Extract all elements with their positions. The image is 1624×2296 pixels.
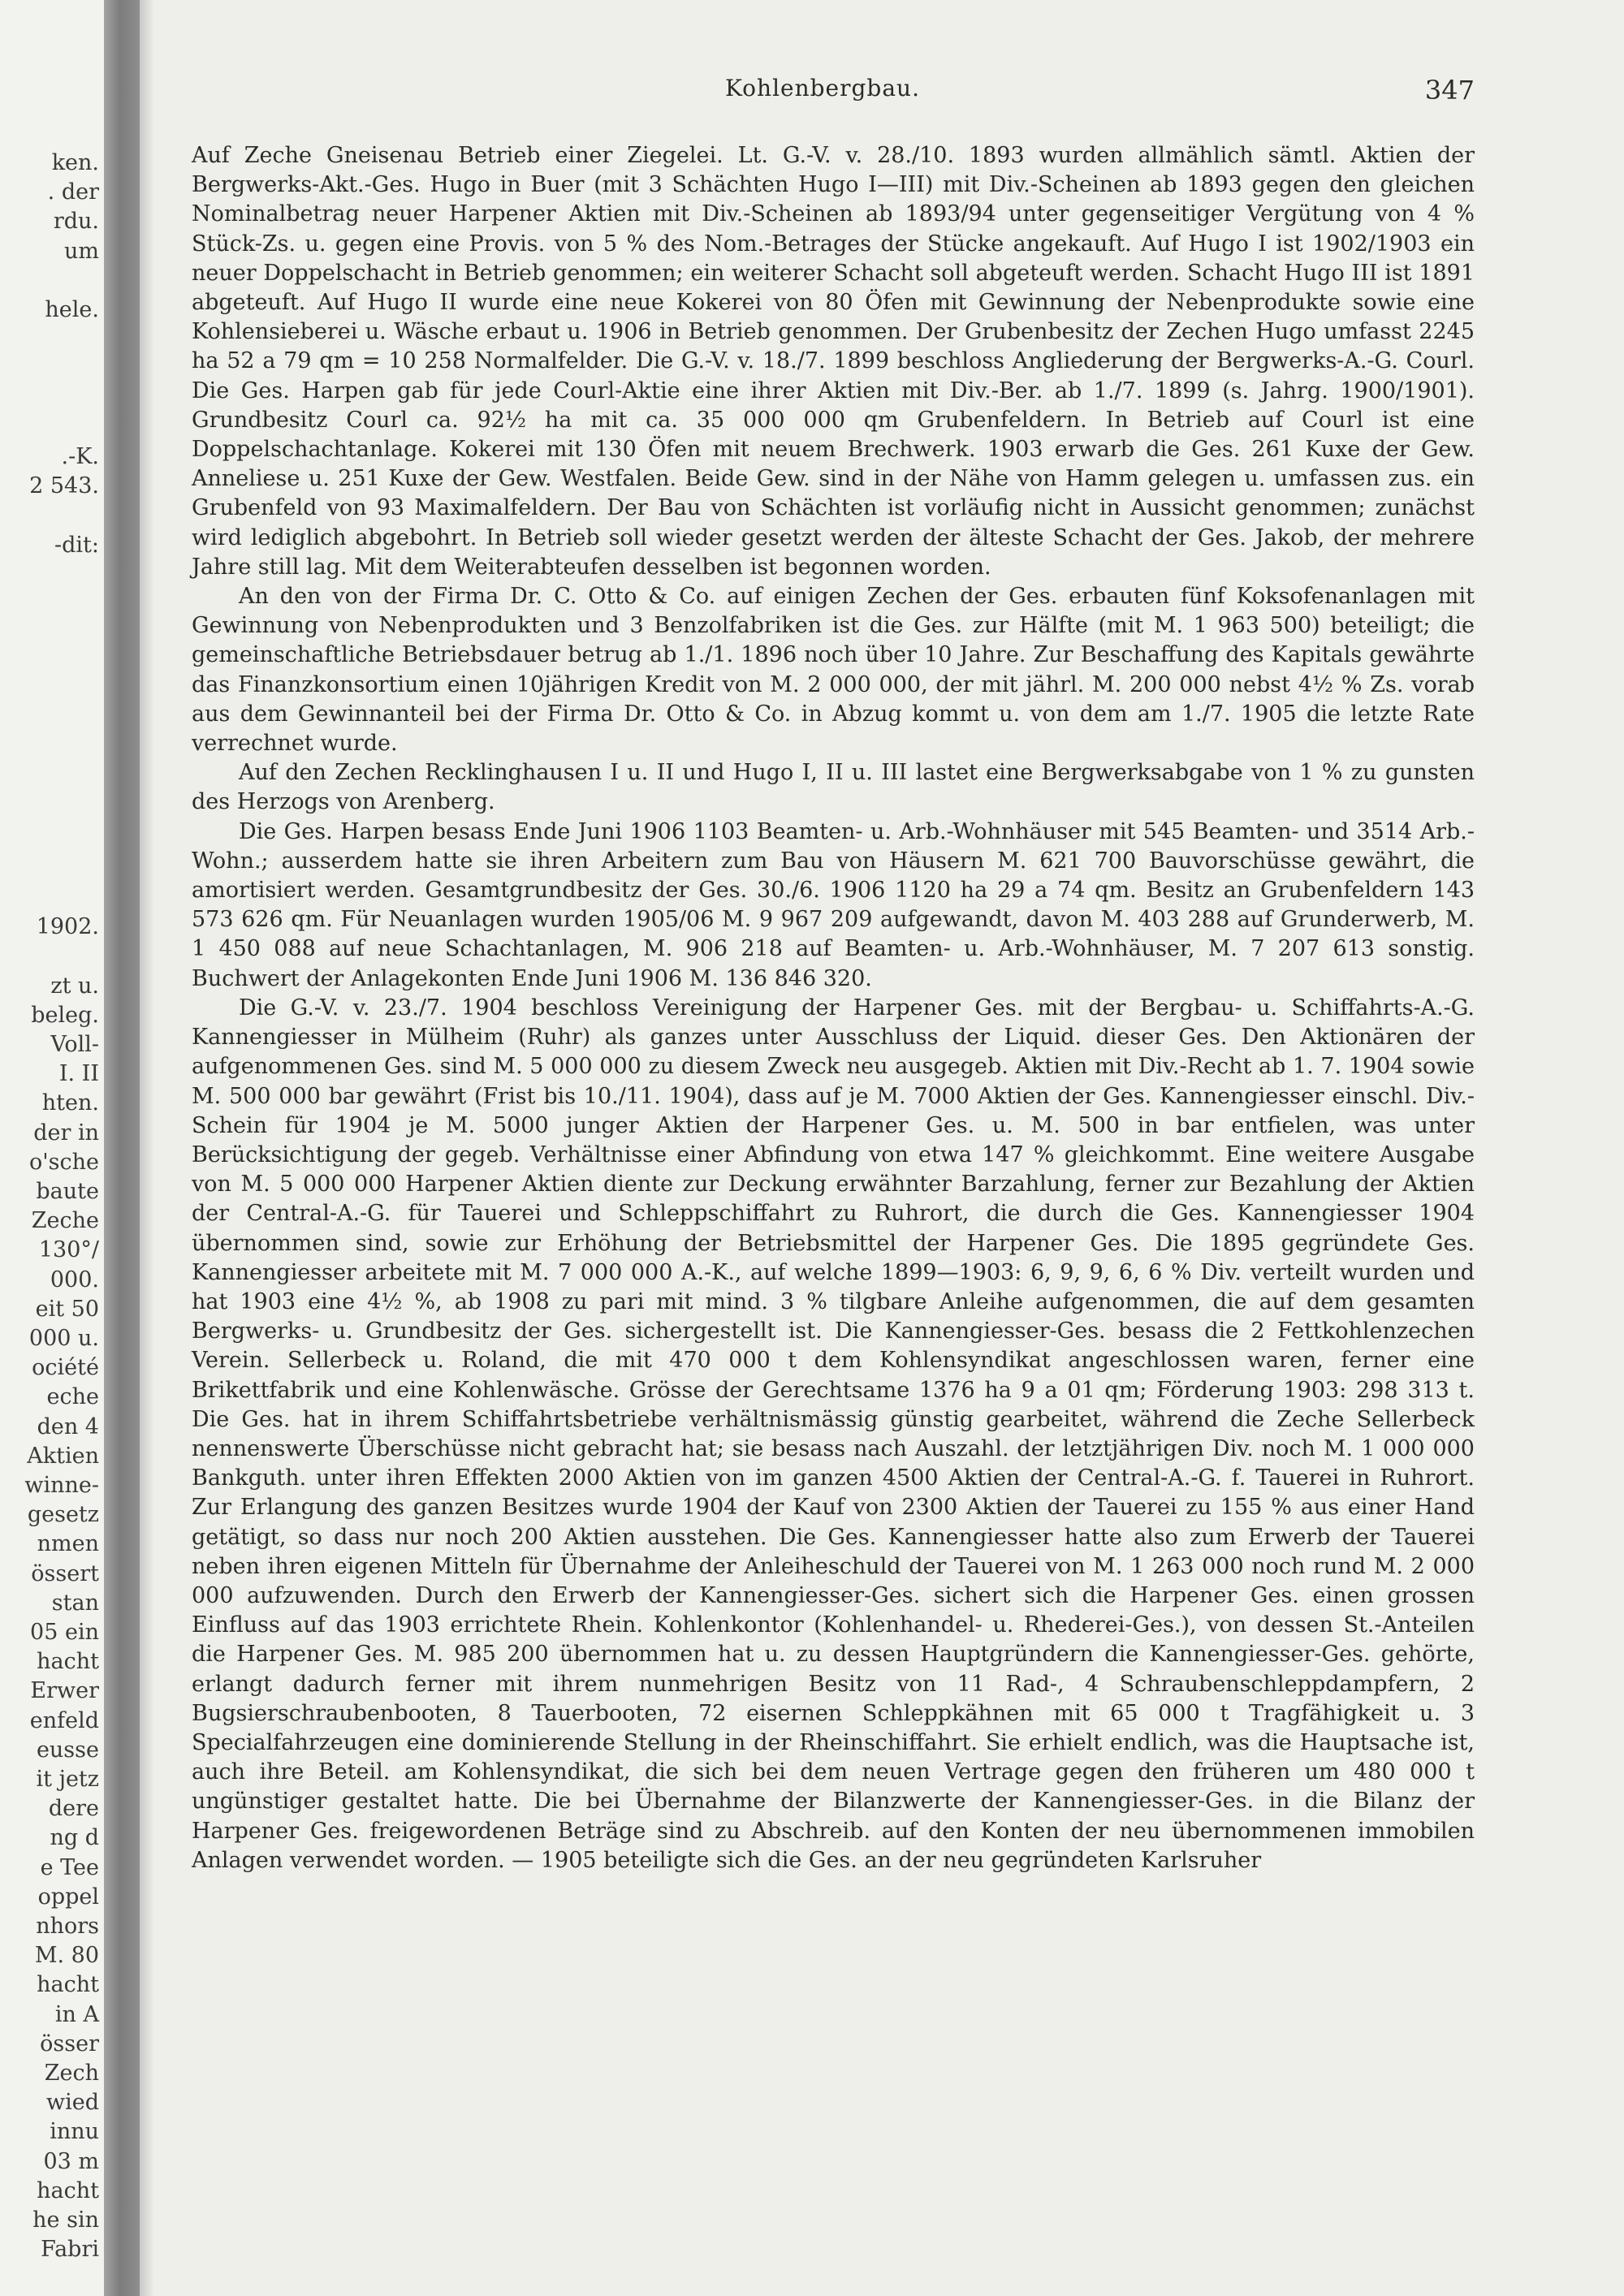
previous-page-fragment: .-K. [61,444,99,469]
previous-page-fragment: gesetz [27,1502,99,1528]
previous-page-fragment: 05 ein [30,1620,99,1645]
previous-page-fragment: Fabri [41,2237,99,2263]
running-title: Kohlenbergbau. [725,75,920,101]
previous-page-fragment: rdu. [53,209,99,235]
previous-page-fragment: winne- [24,1473,99,1498]
page-number: 347 [1424,75,1475,106]
previous-page-fragment: baute [36,1179,99,1204]
previous-page-fragment: Aktien [27,1443,99,1469]
previous-page-fragment: he sin [32,2208,99,2233]
previous-page-fragment: dere [48,1796,99,1822]
previous-page-fragment: össer [40,2031,99,2056]
previous-page-fragment: ociété [32,1355,99,1381]
document-page [171,0,1624,2296]
paragraph-kannengiesser: Die G.-V. v. 23./7. 1904 beschloss Vereinigung der Harpener Ges. mit der Bergbau- u. Schiffahrts-A.-G. Kannengiesser in Mülheim (Ruhr) als ganzes unter Ausschluss der Liquid. dieser Ges. Den Aktionären der aufgenommenen Ges. sind M. 5 000 000 zu diesem Zweck neu ausgegeb. Aktien mit Div.-Recht ab 1. 7. 1904 sowie M. 500 000 bar gewährt (Frist bis 10./11. 1904), dass auf je M. 7000 Aktien der Ges. Kannengiesser einschl. Div.-Schein für 1904 je M. 5000 junger Aktien der Harpener Ges. u. M. 500 in bar entfielen, was unter Berücksichtigung der gegeb. Verhältnisse einer Abfindung von etwa 147 % gleichkommt. Eine weitere Ausgabe von M. 5 000 000 Harpener Aktien diente zur Deckung erwähnter Barzahlung, ferner zur Bezahlung der Aktien der Central-A.-G. für Tauerei und Schleppschiffahrt zu Ruhrort, die durch die Ges. Kannengiesser 1904 übernommen sind, sowie zur Erhöhung der Betriebsmittel der Harpener Ges. Die 1895 gegründete Ges. Kannengiesser arbeitete mit M. 7 000 000 A.-K., auf welche 1899—1903: 6, 9, 9, 6, 6 % Div. verteilt wurden und hat 1903 eine 4½ %, ab 1908 zu pari mit mind. 3 % tilgbare Anleihe aufgenommen, die auf dem gesamten Bergwerks- u. Grundbesitz der Ges. sichergestellt ist. Die Kannengiesser-Ges. besass die 2 Fettkohlenzechen Verein. Sellerbeck u. Roland, die mit 470 000 t dem Kohlensyndikat angeschlossen waren, ferner eine Brikettfabrik und eine Kohlenwäsche. Grösse der Gerechtsame 1376 ha 9 a 01 qm; Förderung 1903: 298 313 t. Die Ges. hat in ihrem Schiffahrtsbetriebe verhältnismässig günstig gearbeitet, während die Zeche Sellerbeck nennenswerte Überschüsse nicht gebracht hat; sie besass nach Auszahl. der letztjährigen Div. noch M. 1 000 000 Bankguth. unter ihren Effekten 2000 Aktien von im ganzen 4500 Aktien der Central-A.-G. f. Tauerei in Ruhrort. Zur Erlangung des ganzen Besitzes wurde 1904 der Kauf von 2300 Aktien der Tauerei zu 155 % aus einer Hand getätigt, so dass nur noch 200 Aktien ausstehen. Die Ges. Kannengiesser hatte also zum Erwerb der Tauerei neben ihren eigenen Mitteln für Übernahme der Anleiheschuld der Tauerei von M. 1 263 000 noch rund M. 2 000 000 aufzuwenden. Durch den Erwerb der Kannengiesser-Ges. sichert sich die Harpener Ges. einen grossen Einfluss auf das 1903 errichtete Rhein. Kohlenkontor (Kohlenhandel- u. Rhederei-Ges.), von dessen St.-Anteilen die Harpener Ges. M. 985 200 übernommen hat u. zu dessen Hauptgründern die Kannengiesser-Ges. gehörte, erlangt dadurch ferner mit ihrem nunmehrigen Besitz von 11 Rad-, 4 Schraubenschleppdampfern, 2 Bugsierschraubenbooten, 8 Tauerbooten, 72 eisernen Schleppkähnen mit 65 000 t Tragfähigkeit u. 3 Specialfahrzeugen eine dominierende Stellung in der Rheinschiffahrt. Sie erhielt endlich, was die Hauptsache ist, auch ihre Beteil. am Kohlensyndikat, die sich bei dem neuen Vertrage gegen den früheren um 480 000 t ungünstiger gestaltet hatte. Die bei Übernahme der Bilanzwerte der Kannengiesser-Ges. in die Bilanz der Harpener Ges. freigewordenen Beträge sind zu Abschreib. auf den Konten der neu übernommenen immobilen Anlagen verwendet worden. — 1905 beteiligte sich die Ges. an der neu gegründeten Karlsruher [192,995,1475,1873]
previous-page-fragment: beleg. [31,1002,99,1028]
previous-page-fragment: oppel [37,1884,99,1910]
previous-page-fragment: it jetz [36,1767,99,1792]
previous-page-fragment: hacht [37,1649,99,1675]
previous-page-fragment: Zech [44,2061,99,2086]
previous-page-fragment: . der [47,179,99,205]
previous-page-fragment: ng d [50,1825,99,1851]
previous-page-fragment: Erwer [30,1678,99,1704]
previous-page-fragment: e Tee [40,1854,99,1880]
previous-page-edge [0,0,104,2296]
previous-page-fragment: M. 80 [34,1943,99,1969]
previous-page-fragment: Voll- [50,1032,99,1057]
previous-page-fragment: wied [45,2090,99,2116]
paragraph-zeche-gneisenau: Auf Zeche Gneisenau Betrieb einer Ziegelei. Lt. G.-V. v. 28./10. 1893 wurden allmählich sämtl. Aktien der Bergwerks-Akt.-Ges. Hugo in Buer (mit 3 Schächten Hugo I—III) mit Div.-Scheinen ab 1893 gegen den gleichen Nominalbetrag neuer Harpener Aktien mit Div.-Scheinen ab 1893/94 unter gegenseitiger Vergütung von 4 % Stück-Zs. u. gegen eine Provis. von 5 % des Nom.-Betrages der Stücke angekauft. Auf Hugo I ist 1902/1903 ein neuer Doppelschacht in Betrieb genommen; ein weiterer Schacht soll abgeteuft werden. Schacht Hugo III ist 1891 abgeteuft. Auf Hugo II wurde eine neue Kokerei von 80 Öfen mit Gewinnung der Nebenprodukte sowie eine Kohlensieberei u. Wäsche erbaut u. 1906 in Betrieb genommen. Der Grubenbesitz der Zechen Hugo umfasst 2245 ha 52 a 79 qm = 10 258 Normalfelder. Die G.-V. v. 18./7. 1899 beschloss Angliederung der Bergwerks-A.-G. Courl. Die Ges. Harpen gab für jede Courl-Aktie eine ihrer Aktien mit Div.-Ber. ab 1./7. 1899 (s. Jahrg. 1900/1901). Grundbesitz Courl ca. 92½ ha mit ca. 35 000 000 qm Grubenfeldern. In Betrieb auf Courl ist eine Doppelschachtanlage. Kokerei mit 130 Öfen mit neuem Brechwerk. 1903 erwarb die Ges. 261 Kuxe der Gew. Anneliese u. 251 Kuxe der Gew. Westfalen. Beide Gew. sind in der Nähe von Hamm gelegen u. umfassen zus. ein Grubenfeld von 93 Maximalfeldern. Der Bau von Schächten ist vorläufig nicht in Aussicht genommen; zunächst wird lediglich abgebohrt. In Betrieb soll wieder gesetzt werden der älteste Schacht der Ges. Jakob, der mehrere Jahre still lag. Mit dem Weiterabteufen desselben ist begonnen worden. [192,143,1475,580]
previous-page-fragment: eche [46,1384,99,1410]
previous-page-fragment: nhors [36,1914,99,1939]
previous-page-fragment: zt u. [50,973,99,999]
previous-page-fragment: ken. [51,150,99,175]
previous-page-fragment: össert [31,1560,99,1586]
page-header [171,75,1475,107]
previous-page-fragment: um [64,238,99,264]
previous-page-fragment: I. II [58,1061,99,1087]
previous-page-fragment: hten. [41,1090,99,1116]
previous-page-fragment: 000 u. [28,1326,99,1351]
previous-page-fragment: -dit: [54,532,99,558]
paragraph-koksofenanlagen: An den von der Firma Dr. C. Otto & Co. auf einigen Zechen der Ges. erbauten fünf Koksofenanlagen mit Gewinnung von Nebenprodukten und 3 Benzolfabriken ist die Ges. zur Hälfte (mit M. 1 963 500) beteiligt; die gemeinschaftliche Betriebsdauer betrug ab 1./1. 1896 noch über 10 Jahre. Zur Beschaffung des Kapitals gewährte das Finanzkonsortium einen 10jährigen Kredit von M. 2 000 000, der mit jährl. M. 200 000 nebst 4½ % Zs. vorab aus dem Gewinnanteil bei der Firma Dr. Otto & Co. in Abzug kommt u. von dem am 1./7. 1905 die letzte Rate verrechnet wurde. [192,584,1475,757]
previous-page-fragment: stan [51,1590,99,1616]
previous-page-fragment: nmen [37,1531,99,1557]
gutter-shadow [140,0,154,2296]
book-gutter [104,0,140,2296]
body-text [192,141,1475,1875]
paragraph-bergwerksabgabe: Auf den Zechen Recklinghausen I u. II und Hugo I, II u. III lastet eine Bergwerksabgabe von 1 % zu gunsten des Herzogs von Arenberg. [192,760,1475,815]
previous-page-fragment: 1902. [36,914,99,940]
paragraph-wohnhaeuser: Die Ges. Harpen besass Ende Juni 1906 1103 Beamten- u. Arb.-Wohnhäuser mit 545 Beamten- und 3514 Arb.-Wohn.; ausserdem hatte sie ihren Arbeitern zum Bau von Häusern M. 621 700 Bauvorschüsse gewährt, die amortisiert werden. Gesamtgrundbesitz der Ges. 30./6. 1906 1120 ha 29 a 74 qm. Besitz an Grubenfeldern 143 573 626 qm. Für Neuanlagen wurden 1905/06 M. 9 967 209 aufgewandt, davon M. 403 288 auf Grunderwerb, M. 1 450 088 auf neue Schachtanlagen, M. 906 218 auf Beamten- u. Arb.-Wohnhäuser, M. 7 207 613 sonstig. Buchwert der Anlagekonten Ende Juni 1906 M. 136 846 320. [192,818,1475,991]
previous-page-fragment: enfeld [29,1707,99,1733]
previous-page-fragment: 2 543. [29,473,99,499]
previous-page-fragment: eusse [36,1737,99,1763]
previous-page-fragment: 03 m [43,2148,99,2174]
previous-page-fragment: hele. [45,297,99,322]
previous-page-fragment: innu [50,2119,99,2145]
previous-page-fragment: Zeche [31,1208,99,1234]
previous-page-fragment: 130°/ [38,1237,99,1263]
previous-page-fragment: hacht [37,1972,99,1998]
previous-page-fragment: eit 50 [35,1296,99,1322]
previous-page-fragment: 000. [50,1267,99,1293]
previous-page-fragment: o'sche [28,1149,99,1175]
previous-page-fragment: in A [54,2001,99,2027]
previous-page-fragment: der in [33,1120,99,1146]
previous-page-fragment: den 4 [37,1413,99,1439]
previous-page-fragment: hacht [37,2177,99,2203]
